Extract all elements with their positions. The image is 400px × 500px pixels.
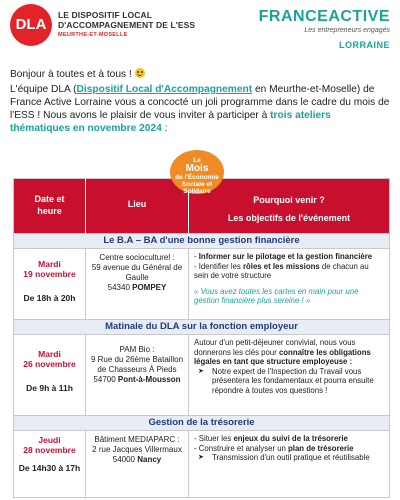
header-date xyxy=(14,179,86,233)
lieu-city: POMPEY xyxy=(132,283,167,292)
row-time: De 14h30 à 17h xyxy=(18,463,81,473)
intro-text xyxy=(10,68,392,135)
dla-line-3: MEURTHE-ET-MOSELLE xyxy=(58,32,128,38)
row-time: De 9h à 11h xyxy=(26,383,73,393)
row-lieu xyxy=(86,335,189,415)
objective-text: Situer les xyxy=(198,434,234,443)
objective-text: Identifier les xyxy=(198,261,243,271)
objective-bold: enjeux du suivi de la trésorerie xyxy=(233,434,348,443)
badge-line-3: de l'Économie xyxy=(175,174,219,181)
france-active-tagline: Les entrepreneurs engagés xyxy=(304,27,390,34)
badge-line-1: Le xyxy=(193,157,201,164)
header-obj-line-1: Pourquoi venir ? xyxy=(253,195,325,205)
workshop-table xyxy=(13,178,390,498)
row-objectives xyxy=(189,335,389,415)
row-time: De 18h à 20h xyxy=(23,293,76,303)
objective-bold: connaître les obligations légales en tant que structure employeuse : xyxy=(194,347,371,367)
greeting xyxy=(10,68,392,81)
intro-part-b: en Meurthe-et-Moselle) de France Active Lorraine vous a concocté un joli programme dans le cadre du mois de l'ESS ! Nous avons le plaisir de vous inviter à participer à xyxy=(10,84,390,121)
lieu-postal xyxy=(90,455,184,465)
objective-item: - Informer sur le pilotage et la gestion financière xyxy=(194,252,373,261)
badge-line-4: Sociale et xyxy=(181,181,213,188)
lieu-name: PAM Bio : xyxy=(119,345,155,354)
row-day: Mardi xyxy=(38,259,61,269)
row-date-value: 26 novembre xyxy=(23,359,76,369)
row-day: Mardi xyxy=(38,349,61,359)
objective-item: - Situer les enjeux du suivi de la trésorerie xyxy=(194,434,348,443)
lieu-street: 9 Rue du 26ème Bataillon de Chasseurs À Pieds xyxy=(90,355,184,374)
objective-item: - Identifier les rôles et les missions de chacun au sein de votre structure xyxy=(194,261,369,281)
section-title: Matinale du DLA sur la fonction employeur xyxy=(14,319,389,334)
badge-line-5: Solidaire xyxy=(183,188,211,195)
mois-ess-badge xyxy=(170,150,224,194)
header-obj-line-2: Les objectifs de l'événement xyxy=(227,213,351,223)
section-title: Le B.A – BA d'une bonne gestion financière xyxy=(14,233,389,248)
objective-text: Autour d'un petit-déjeuner convivial, nous vous donnerons les clés pour xyxy=(194,338,356,357)
row-date xyxy=(14,335,86,415)
dla-link[interactable]: Dispositif Local d'Accompagnement xyxy=(76,84,253,95)
dla-line-1: LE DISPOSITIF LOCAL xyxy=(58,10,152,20)
dla-wordmark xyxy=(58,10,218,38)
lieu-name: Bâtiment MEDIAPARC : xyxy=(94,435,180,444)
table-row xyxy=(14,430,389,497)
objective-bold: plan de trésorerie xyxy=(288,443,354,453)
objective-item: - Construire et analyser un plan de trésorerie xyxy=(194,443,354,453)
objective-bold: Informer sur le pilotage et la gestion financière xyxy=(198,252,373,261)
row-date xyxy=(14,431,86,497)
intro-end: : xyxy=(161,123,168,134)
france-active-name: FRANCEACTIVE xyxy=(258,8,390,25)
objective-item xyxy=(194,338,384,367)
header-date-line-2: heure xyxy=(37,206,62,216)
objective-text: Construire et analyser un xyxy=(198,443,289,453)
header-lieu: Lieu xyxy=(86,179,189,233)
lieu-name: Centre socioculturel : xyxy=(99,253,175,262)
lieu-street: 59 avenue du Général de Gaulle xyxy=(91,263,183,282)
row-date-value: 28 novembre xyxy=(23,445,76,455)
france-active-logo xyxy=(259,8,390,50)
row-day: Jeudi xyxy=(38,435,61,445)
objective-arrow-item: ➤ Transmission d'un outil pratique et réutilisable xyxy=(194,453,384,463)
badge-line-2: Mois xyxy=(185,163,209,174)
lieu-city: Pont-à-Mousson xyxy=(117,375,181,384)
objective-text: de chacun au sein de votre structure xyxy=(194,261,369,281)
row-date-value: 19 novembre xyxy=(23,269,76,279)
smiley-icon xyxy=(135,68,145,78)
row-objectives xyxy=(189,431,389,497)
lieu-city: Nancy xyxy=(137,455,162,464)
lieu-postal xyxy=(90,375,184,385)
greeting-text: Bonjour à toutes et à tous ! xyxy=(10,69,132,80)
intro-highlight: trois ateliers thématiques en novembre 2024 xyxy=(10,110,331,134)
section-title: Gestion de la trésorerie xyxy=(14,415,389,430)
table-row xyxy=(14,334,389,415)
objective-quote: « Vous avez toutes les cartes en main pour une gestion financière plus sereine ! » xyxy=(194,286,359,306)
lieu-postcode: 54340 xyxy=(107,283,133,292)
intro-part-a: L'équipe DLA ( xyxy=(10,84,77,95)
dla-logo: DLA xyxy=(10,4,52,46)
objective-bold: rôles et les missions xyxy=(242,261,320,271)
lieu-postcode: 54700 xyxy=(93,375,118,384)
lieu-postal xyxy=(90,283,184,293)
row-date xyxy=(14,249,86,319)
row-lieu xyxy=(86,249,189,319)
france-active-region: LORRAINE xyxy=(339,40,390,50)
table-row xyxy=(14,248,389,319)
objective-arrow-item: ➤ Notre expert de l'Inspection du Travail vous présentera les fondamentaux et pourra ensuite répondre à toutes vos questions ! xyxy=(194,367,384,396)
row-lieu xyxy=(86,431,189,497)
lieu-postcode: 54000 xyxy=(112,455,138,464)
intro-paragraph xyxy=(10,83,392,135)
header-date-line-1: Date et xyxy=(34,194,65,204)
row-objectives xyxy=(189,249,389,319)
dla-line-2: D'ACCOMPAGNEMENT DE L'ESS xyxy=(58,20,196,30)
lieu-street: 2 rue Jacques Villermaux xyxy=(92,445,182,454)
email-header xyxy=(0,0,400,62)
